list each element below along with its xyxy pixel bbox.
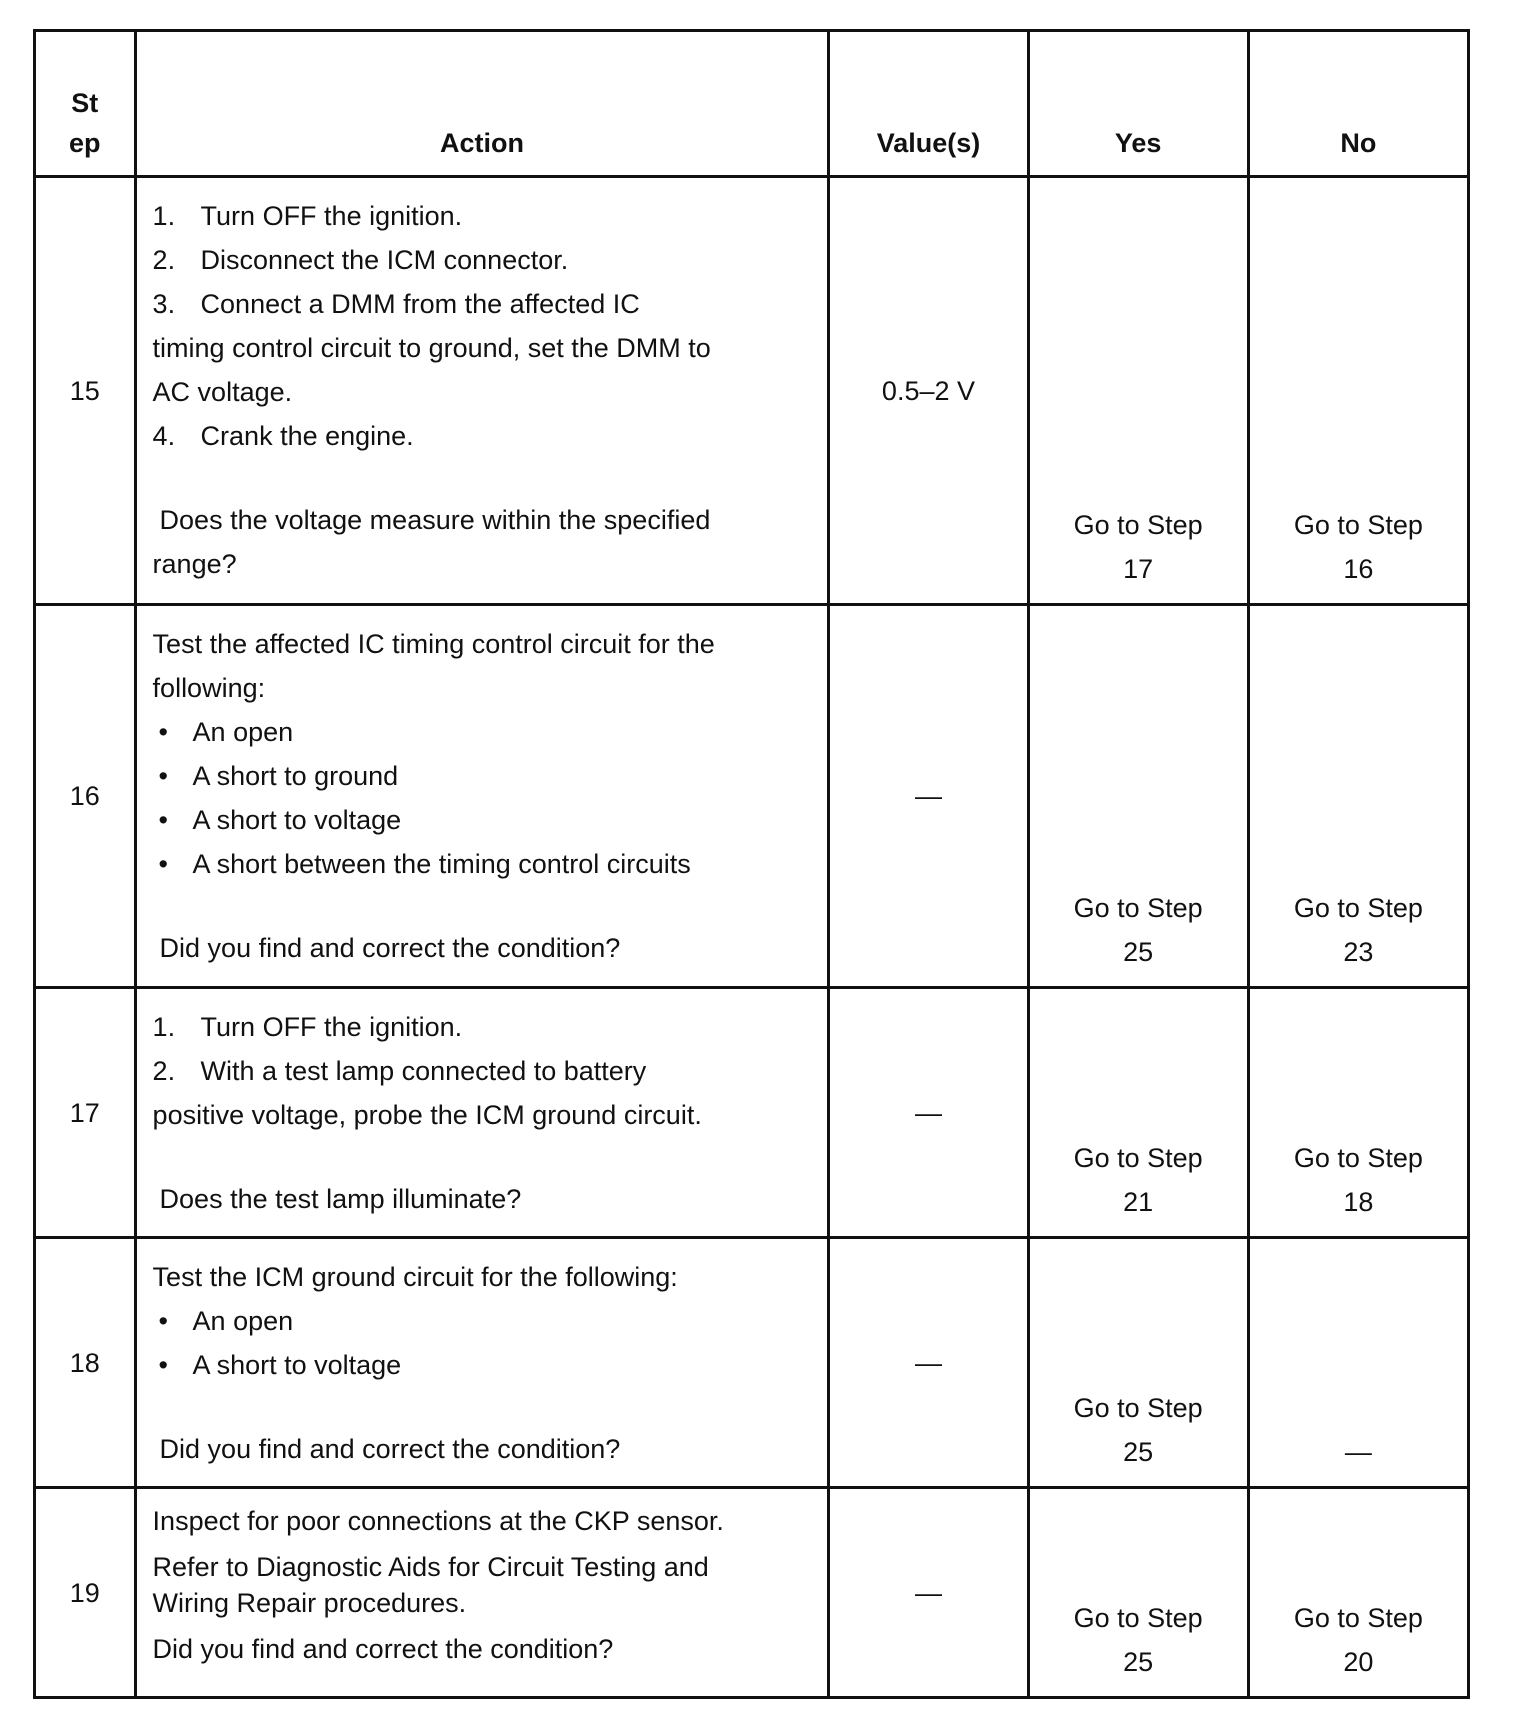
- bullet-item: • An open: [158, 717, 294, 747]
- action-text: Refer to Diagnostic Aids for Circuit Testing and: [152, 1552, 709, 1582]
- question-text: Does the voltage measure within the specified: [159, 505, 711, 535]
- action-cell: [135, 1238, 829, 1488]
- numbered-item: 4. Crank the engine.: [152, 421, 414, 451]
- action-cell: [135, 605, 829, 988]
- table-row-step-17: [35, 988, 1469, 1238]
- action-cell: [135, 1488, 829, 1698]
- bullet-item: • A short to ground: [158, 761, 399, 791]
- header-values: Value(s): [829, 31, 1028, 177]
- continuation-text: timing control circuit to ground, set the DMM to: [152, 333, 711, 363]
- no-cell: Go to Step 18: [1248, 988, 1468, 1238]
- intro-text: Test the ICM ground circuit for the following:: [152, 1262, 678, 1292]
- table-row-step-15: [35, 177, 1469, 605]
- table-row-step-18: [35, 1238, 1469, 1488]
- value-cell: —: [829, 988, 1028, 1238]
- intro-text: Test the affected IC timing control circuit for the: [152, 629, 715, 659]
- action-text: Wiring Repair procedures.: [152, 1588, 467, 1618]
- yes-cell: Go to Step 21: [1028, 988, 1248, 1238]
- question-text: Did you find and correct the condition?: [159, 933, 621, 963]
- question-text: Did you find and correct the condition?: [152, 1634, 614, 1664]
- numbered-item: 1. Turn OFF the ignition.: [152, 201, 463, 231]
- action-text: Inspect for poor connections at the CKP sensor.: [152, 1506, 724, 1536]
- yes-cell: Go to Step 25: [1028, 1238, 1248, 1488]
- action-cell: [135, 988, 829, 1238]
- numbered-item: 2. With a test lamp connected to battery: [152, 1056, 647, 1086]
- continuation-text: positive voltage, probe the ICM ground circuit.: [152, 1100, 702, 1130]
- table-row-step-16: [35, 605, 1469, 988]
- numbered-item: 3. Connect a DMM from the affected IC: [152, 289, 640, 319]
- no-cell: —: [1248, 1238, 1468, 1488]
- value-cell: —: [829, 605, 1028, 988]
- step-number: 15: [35, 177, 136, 605]
- question-text: Does the test lamp illuminate?: [159, 1184, 522, 1214]
- value-cell: —: [829, 1238, 1028, 1488]
- intro-text: following:: [152, 673, 266, 703]
- numbered-item: 1. Turn OFF the ignition.: [152, 1012, 463, 1042]
- question-text: Did you find and correct the condition?: [159, 1434, 621, 1464]
- bullet-item: • A short to voltage: [158, 805, 402, 835]
- numbered-item: 2. Disconnect the ICM connector.: [152, 245, 569, 275]
- header-action: Action: [135, 31, 829, 177]
- bullet-item: • A short to voltage: [158, 1350, 402, 1380]
- diagnostic-table: [33, 29, 1470, 1699]
- no-cell: Go to Step 20: [1248, 1488, 1468, 1698]
- yes-cell: Go to Step 25: [1028, 605, 1248, 988]
- value-cell: —: [829, 1488, 1028, 1698]
- value-cell: 0.5–2 V: [829, 177, 1028, 605]
- step-number: 18: [35, 1238, 136, 1488]
- table-row-step-19: [35, 1488, 1469, 1698]
- yes-cell: Go to Step 17: [1028, 177, 1248, 605]
- header-step: St ep: [35, 31, 136, 177]
- header-no: No: [1248, 31, 1468, 177]
- no-cell: Go to Step 23: [1248, 605, 1468, 988]
- question-text: range?: [152, 549, 237, 579]
- step-number: 17: [35, 988, 136, 1238]
- action-cell: [135, 177, 829, 605]
- bullet-item: • A short between the timing control circuits: [158, 849, 691, 879]
- step-number: 16: [35, 605, 136, 988]
- no-cell: Go to Step 16: [1248, 177, 1468, 605]
- yes-cell: Go to Step 25: [1028, 1488, 1248, 1698]
- step-number: 19: [35, 1488, 136, 1698]
- header-row: [35, 31, 1469, 177]
- continuation-text: AC voltage.: [152, 377, 293, 407]
- bullet-item: • An open: [158, 1306, 294, 1336]
- header-yes: Yes: [1028, 31, 1248, 177]
